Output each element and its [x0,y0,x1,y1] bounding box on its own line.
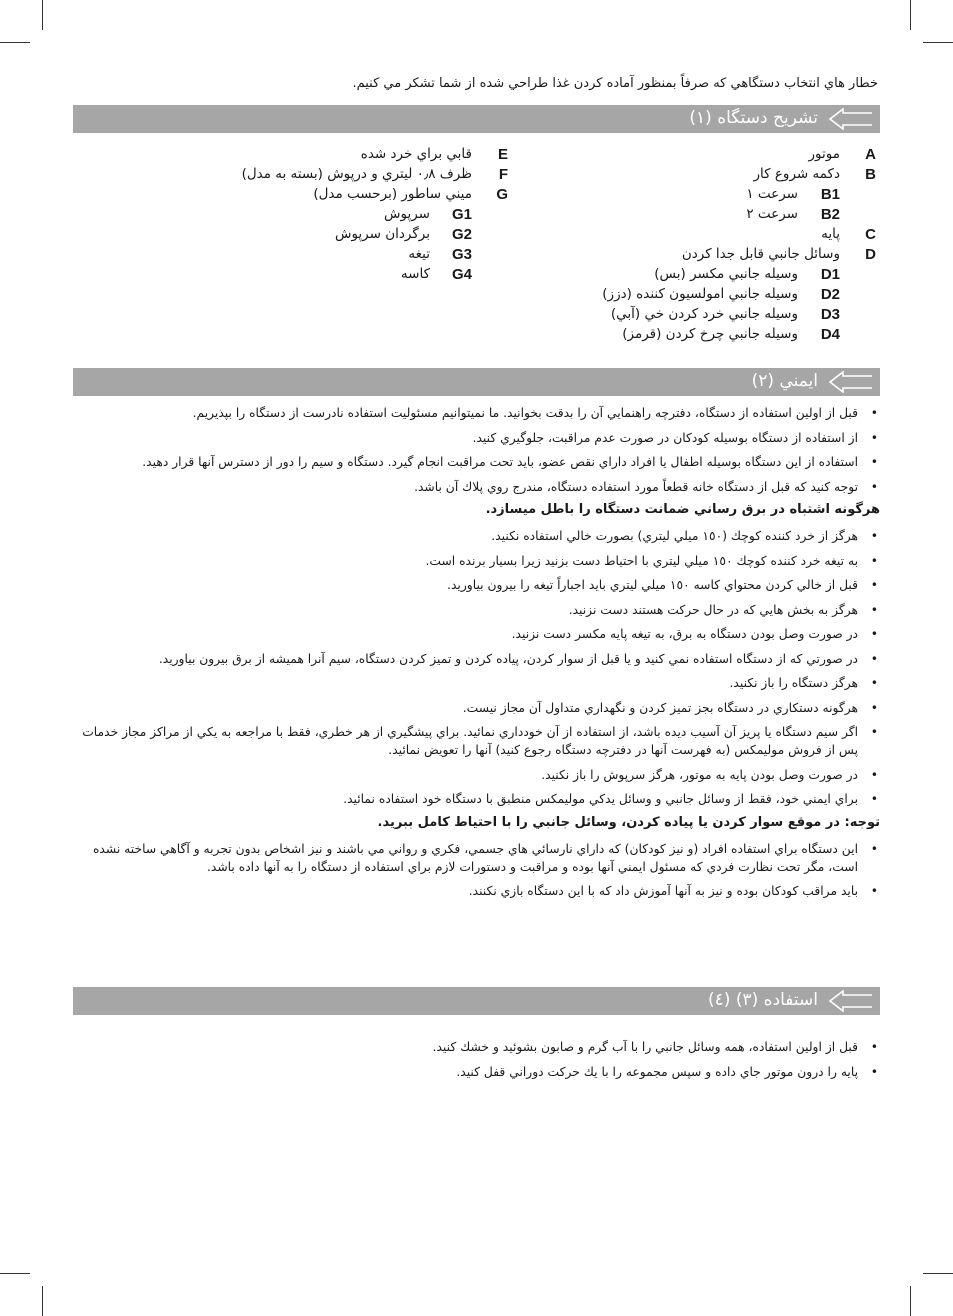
part-label: كاسه [400,266,430,282]
bullet-item: • اين دستگاه براي استفاده افراد (و نيز كودكان) كه داراي نارسائي هاي جسمي، فكري و رواني مي باشند و نيز اشخاص بدون تجربه و آگاهي ساخته نشده است، مگر تحت نظارت فردي كه مسئول ايمني آنها بوده و مراقبت و دستورات لازم براي استفاده از دستگاه را به آنها داده باشد. [80,840,880,876]
bullet-item: • هرگز دستگاه را باز نكنيد. [80,674,880,692]
part-item [500,166,878,186]
part-label: وسائل جانبي قابل جدا كردن [681,246,840,262]
part-item [500,306,878,326]
use-list [80,1038,880,1081]
bullet-item: • قبل از اولين استفاده از دستگاه، دفترچه راهنمايي آن را بدقت بخوانيد. ما نميتوانيم مسئوليت استفاده نادرست از دستگاه را بپذيريم. [80,404,880,422]
part-item [150,146,510,166]
part-item [150,226,510,246]
crop-mark [0,1273,30,1274]
section-band-safety [73,368,880,396]
safety-content [80,404,880,907]
part-label: وسيله جانبي مكسر (بس) [654,266,798,282]
part-code: D3 [820,306,840,323]
part-code: G2 [451,226,472,243]
part-code: D1 [820,266,840,283]
section-title: استفاده (٣) (٤) [708,990,818,1010]
part-code: A [865,146,876,163]
part-label: برگردان سرپوش [334,226,430,242]
part-label: وسيله جانبي امولسيون كننده (دزز) [602,286,798,302]
safety-list-b [80,527,880,808]
bullet-item: • هرگز از خرد كننده كوچك (١٥٠ ميلي ليتري) بصورت خالي استفاده نكنيد. [80,527,880,545]
bullet-item: • در صورتي كه از دستگاه استفاده نمي كنيد و يا قبل از سوار كردن، پياده كردن و تميز كردن دستگاه، سيم آنرا هميشه از برق بيرون بياوريد. [80,650,880,668]
part-item [150,206,510,226]
bullet-item: • قبل از خالي كردن محتواي كاسه ١٥٠ ميلي ليتري بايد اجباراً تيغه را بيرون بياوريد. [80,576,880,594]
part-item [150,186,510,206]
part-label: تيغه [408,246,430,262]
part-label: پايه [821,226,840,242]
part-item [500,286,878,306]
part-code: D2 [820,286,840,303]
section-band-description [73,105,880,133]
part-label: موتور [808,146,840,162]
part-label: دكمه شروع كار [753,166,840,182]
part-label: سرعت ٢ [746,206,798,222]
part-label: ميني ساطور (برحسب مدل) [313,186,472,202]
safety-list-c [80,840,880,901]
crop-mark [42,1286,43,1316]
arrow-left-icon [828,990,874,1012]
part-code: G1 [451,206,472,223]
bullet-item: • به تيغه خرد كننده كوچك ١٥٠ ميلي ليتري با احتياط دست بزنيد زيرا بسيار برنده است. [80,552,880,570]
part-code: D4 [820,326,840,343]
bullet-item: • هرگونه دستكاري در دستگاه بجز تميز كردن و نگهداري متداول آن مجاز نيست. [80,699,880,717]
intro-warning: خطار هاي انتخاب دستگاهي كه صرفاً بمنظور آماده كردن غذا طراحي شده از شما تشكر مي كنيم. [352,76,878,91]
bullet-item: • استفاده از اين دستگاه بوسيله اطفال يا افراد داراي نقص عضو، بايد تحت مراقبت انجام گيرد. دستگاه و سيم را دور از دسترس آنها قرار دهيد. [80,453,880,471]
bullet-item: • پايه را درون موتور جاي داده و سپس مجموعه را با يك حركت دوراني قفل كنيد. [80,1063,880,1081]
part-item [497,146,878,166]
part-label: سرپوش [384,206,430,222]
section-title: تشريح دستگاه (١) [689,108,818,128]
arrow-left-icon [828,108,874,130]
part-item [150,246,510,266]
section-band-use [73,987,880,1015]
part-item [150,166,510,186]
bullet-item: • اگر سيم دستگاه يا پريز آن آسيب ديده باشد، از استفاده از آن خودداري نمائيد. براي پيشگيري از هر خطري، فقط با مراجعه به يكي از مراكز مجاز خدمات پس از فروش موليمكس (به فهرست آنها در دفترچه دستگاه رجوع كنيد) آنها را تعويض نمائيد. [80,723,880,759]
arrow-left-icon [828,371,874,393]
part-item [500,326,878,346]
part-code: B2 [820,206,840,223]
part-code: E [497,146,508,163]
part-label: قابي براي خرد شده [360,146,472,162]
crop-mark [910,1286,911,1316]
crop-mark [923,42,953,43]
crop-mark [923,1273,953,1274]
bullet-item: • توجه كنيد كه قبل از دستگاه خانه قطعاً مورد استفاده دستگاه، مندرج روي پلاك آن باشد. [80,478,880,496]
safety-list-a [80,404,880,496]
part-code: B1 [820,186,840,203]
bullet-item: • قبل از اولين استفاده، همه وسائل جانبي را با آب گرم و صابون بشوئيد و خشك كنيد. [80,1038,880,1056]
part-item [500,206,878,226]
crop-mark [42,0,43,30]
part-code: G3 [451,246,472,263]
part-item [500,246,878,266]
part-code: D [865,246,876,263]
section-title: ايمني (٢) [751,371,818,391]
bullet-item: • براي ايمني خود، فقط از وسائل جانبي و وسائل يدكي موليمكس منطبق با دستگاه خود استفاده نمائيد. [80,790,880,808]
part-code: B [865,166,876,183]
parts-list-left [150,146,510,286]
bullet-item: • در صورت وصل بودن پايه به موتور، هرگز سرپوش را باز نكنيد. [80,766,880,784]
safety-heading: هرگونه اشتباه در برق رساني ضمانت دستگاه را باطل ميسازد. [485,502,880,517]
use-content [80,1038,880,1087]
part-label: سرعت ١ [746,186,798,202]
bullet-item: • در صورت وصل بودن دستگاه به برق، به تيغه پايه مكسر دست نزنيد. [80,625,880,643]
part-code: G [496,186,508,203]
part-label: وسيله جانبي چرخ كردن (قرمز) [622,326,798,342]
part-item [500,226,878,246]
safety-heading: توجه: در موقع سوار كردن يا پياده كردن، وسائل جانبي را با احتياط كامل ببريد. [377,814,880,830]
crop-mark [0,42,30,43]
part-label: وسيله جانبي خرد كردن خي (آبي) [610,306,798,322]
bullet-item: • هرگز به بخش هايي كه در حال حركت هستند دست نزنيد. [80,601,880,619]
crop-mark [910,0,911,30]
parts-list-right [497,146,878,346]
part-item [150,266,510,286]
part-code: G4 [451,266,472,283]
part-label: ظرف ٠٫٨ ليتري و درپوش (بسته به مدل) [241,166,472,182]
part-code: C [865,226,876,243]
bullet-item: • از استفاده از دستگاه بوسيله كودكان در صورت عدم مراقبت، جلوگيري كنيد. [80,429,880,447]
part-item [500,266,878,286]
bullet-item: • بايد مراقب كودكان بوده و نيز به آنها آموزش داد كه با اين دستگاه بازي نكنند. [80,882,880,900]
part-code: F [498,166,508,183]
part-item [500,186,878,206]
